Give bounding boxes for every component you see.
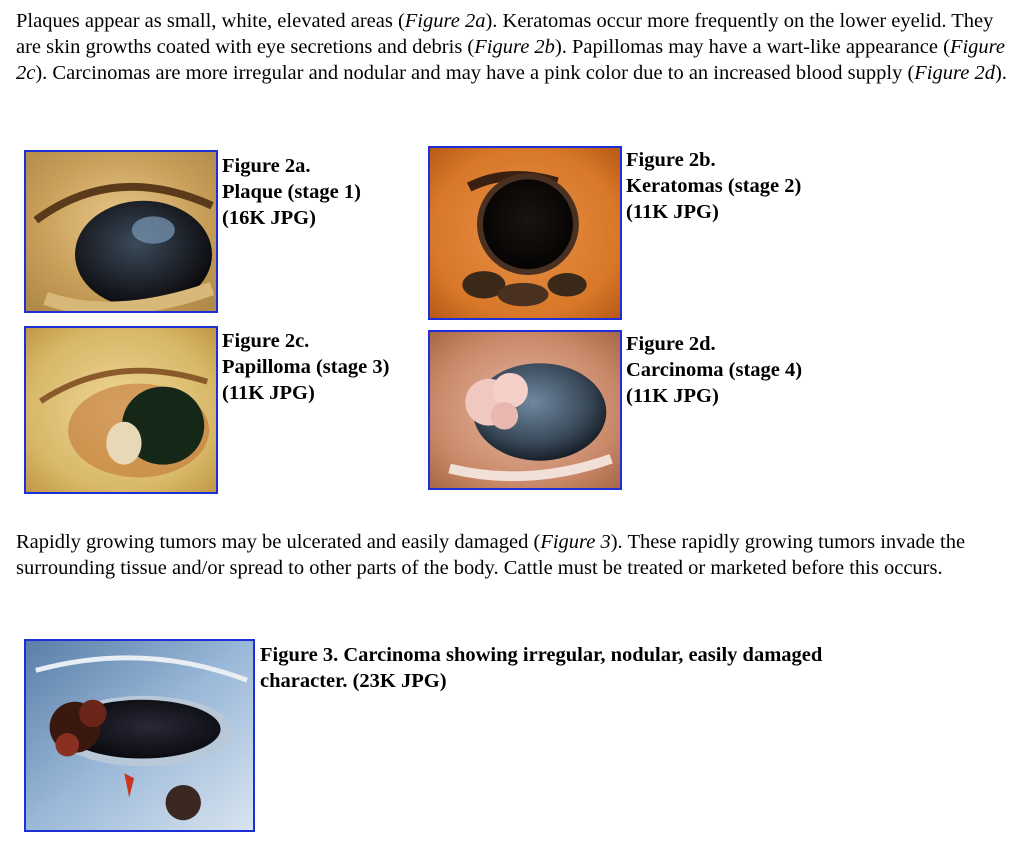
figure-2c-file: (11K JPG) (222, 382, 315, 404)
intro-text-1: Plaques appear as small, white, elevated areas ( (16, 10, 405, 32)
intro-text-4: ). Carcinomas are more irregular and nodular and may have a pink color due to an increased blood supply ( (35, 62, 915, 84)
ulcerated-carcinoma-eye-photo (26, 641, 253, 830)
figure-2b-image-link[interactable] (428, 146, 622, 320)
tumor-growth-paragraph (16, 529, 1026, 581)
figure-2a-image-link[interactable] (24, 150, 218, 313)
ref-figure-2c: Figure 2c (16, 36, 1005, 84)
figure-2d-title: Carcinoma (stage 4) (626, 359, 803, 381)
second-text-1: Rapidly growing tumors may be ulcerated and easily damaged ( (16, 531, 541, 553)
carcinoma-eye-photo (430, 332, 620, 488)
figure-2b-file: (11K JPG) (626, 201, 719, 223)
intro-paragraph (16, 8, 1016, 86)
figure-2b-label: Figure 2b. (626, 149, 716, 171)
second-text-2: ). These rapidly growing tumors invade the surrounding tissue and/or spread to other parts of the body. Cattle must be treated or marketed before this occurs. (16, 531, 966, 579)
figure-2c-label: Figure 2c. (222, 330, 310, 352)
figure-2b-title: Keratomas (stage 2) (626, 175, 802, 197)
figure-3-file: character. (23K JPG) (260, 670, 447, 692)
keratomas-eye-photo (430, 148, 620, 318)
figure-2a-caption (222, 153, 361, 231)
figure-3-title: Figure 3. Carcinoma showing irregular, nodular, easily damaged (260, 644, 823, 666)
intro-text-2: ). Keratomas occur more frequently on the lower eyelid. They are skin growths coated with eye secretions and debris ( (16, 10, 994, 58)
figure-2d-image-link[interactable] (428, 330, 622, 490)
figure-2c-image-link[interactable] (24, 326, 218, 494)
intro-text-5: ). (994, 62, 1007, 84)
plaque-eye-photo (26, 152, 216, 311)
ref-figure-2d: Figure 2d (914, 62, 995, 84)
figure-2a-label: Figure 2a. (222, 155, 311, 177)
figure-2a-file: (16K JPG) (222, 207, 316, 229)
figure-2c-title: Papilloma (stage 3) (222, 356, 390, 378)
ref-figure-2b: Figure 2b (474, 36, 555, 58)
figure-2d-file: (11K JPG) (626, 385, 719, 407)
figure-2d-caption (626, 331, 802, 409)
figure-2c-caption (222, 328, 389, 406)
figure-3-image-link[interactable] (24, 639, 255, 832)
figure-3-caption (260, 642, 822, 694)
ref-figure-2a: Figure 2a (404, 10, 486, 32)
figure-2a-title: Plaque (stage 1) (222, 181, 361, 203)
intro-text-3: ). Papillomas may have a wart-like appearance ( (554, 36, 950, 58)
papilloma-eye-photo (26, 328, 216, 492)
ref-figure-3: Figure 3 (540, 531, 611, 553)
figure-2d-label: Figure 2d. (626, 333, 716, 355)
figure-2b-caption (626, 147, 801, 225)
